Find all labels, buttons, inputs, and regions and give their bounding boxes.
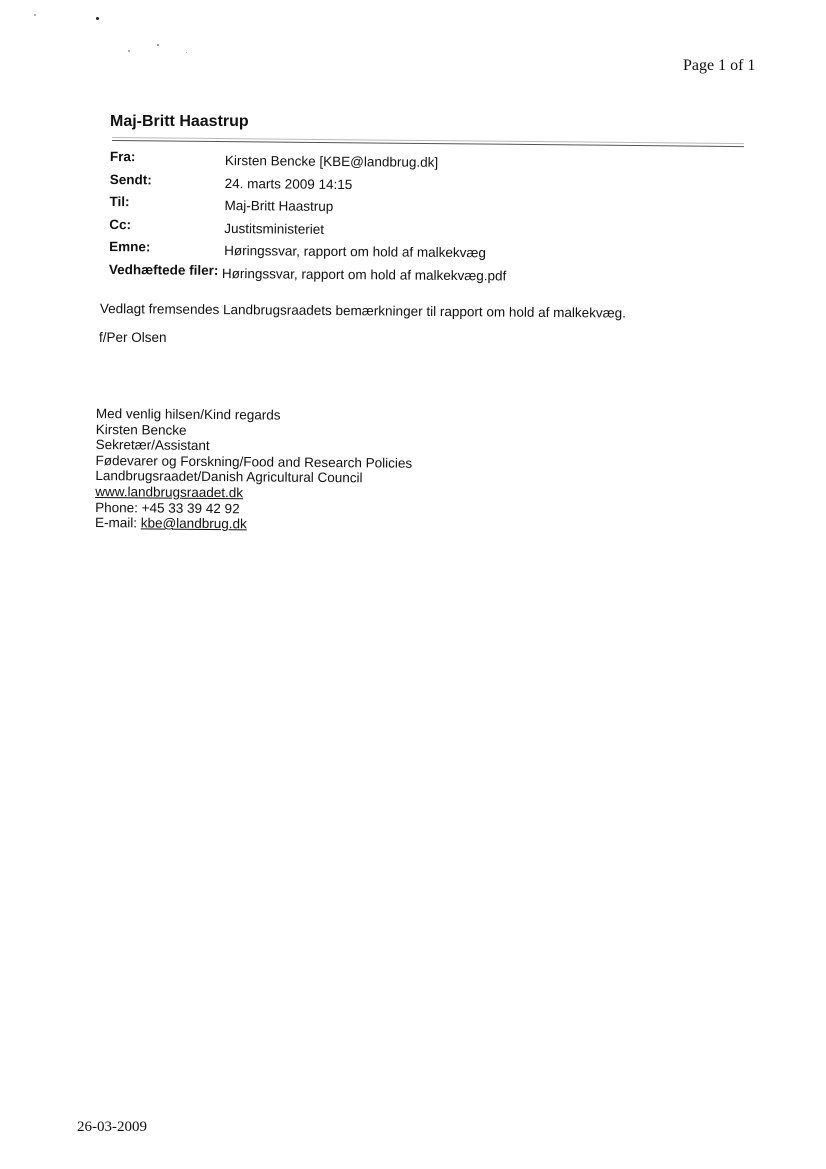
header-value-cc: Justitsministeriet <box>224 220 325 237</box>
header-label-subject: Emne: <box>109 239 151 255</box>
scan-speck <box>96 17 99 20</box>
scan-speck <box>157 44 159 46</box>
footer-date: 26-03-2009 <box>77 1119 147 1135</box>
scan-speck <box>128 50 130 52</box>
header-value-to: Maj-Britt Haastrup <box>224 198 334 215</box>
signature-department: Fødevarer og Forskning/Food and Research Policies <box>95 452 413 471</box>
message-body: Vedlagt fremsendes Landbrugsraadets bemærkninger til rapport om hold af malkekvæg. <box>99 301 627 321</box>
message-sign-off: f/Per Olsen <box>99 330 167 345</box>
signature-title: Sekretær/Assistant <box>95 437 210 454</box>
header-label-sent: Sendt: <box>109 171 152 187</box>
signature-email-label: E-mail: <box>94 515 141 531</box>
signature-website-link: www.landbrugsraadet.dk <box>95 483 244 501</box>
signature-greeting: Med venlig hilsen/Kind regards <box>95 406 281 423</box>
signature-name: Kirsten Bencke <box>95 421 187 438</box>
header-value-sent: 24. marts 2009 14:15 <box>224 175 353 192</box>
email-signature <box>95 406 413 534</box>
header-label-from: Fra: <box>109 149 136 165</box>
header-value-from: Kirsten Bencke [KBE@landbrug.dk] <box>224 153 439 170</box>
sender-name: Maj-Britt Haastrup <box>110 113 249 130</box>
signature-phone: Phone: +45 33 39 42 92 <box>95 499 240 516</box>
scan-speck <box>186 52 187 53</box>
header-value-attachments: Høringssvar, rapport om hold af malkekvæg.pdf <box>221 265 507 284</box>
header-label-cc: Cc: <box>109 216 132 232</box>
signature-organization: Landbrugsraadet/Danish Agricultural Council <box>95 468 363 486</box>
header-value-subject: Høringssvar, rapport om hold af malkekvæg <box>224 243 487 261</box>
header-divider <box>112 140 744 147</box>
page-number: Page 1 of 1 <box>683 57 756 74</box>
email-headers <box>108 149 507 285</box>
header-label-to: Til: <box>109 194 130 210</box>
signature-email-line <box>95 515 412 533</box>
header-label-attachments: Vedhæftede filer: <box>108 261 219 278</box>
signature-email-link: kbe@landbrug.dk <box>140 515 247 532</box>
scan-speck <box>34 14 36 16</box>
